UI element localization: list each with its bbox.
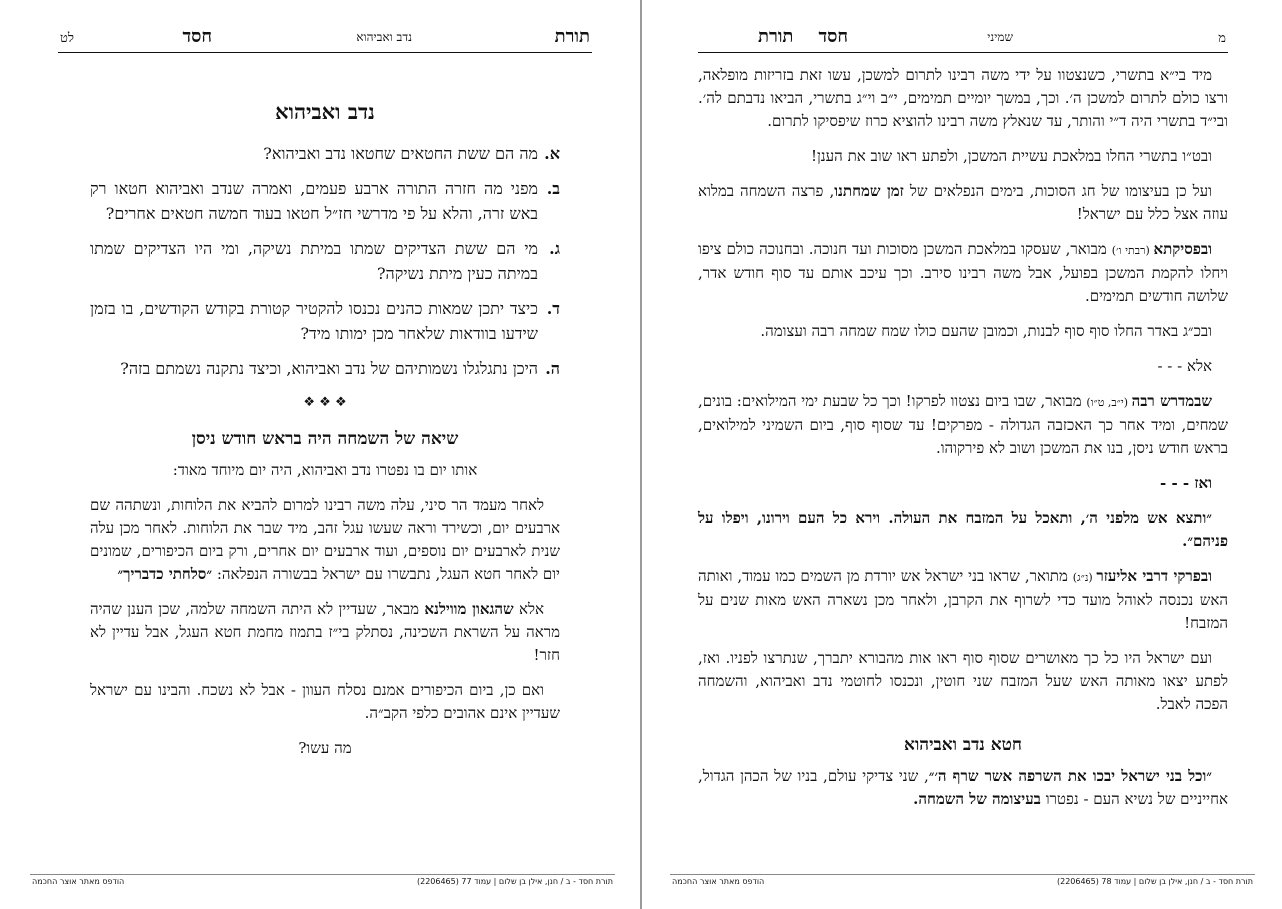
paragraph: ובט״ו בתשרי החלו במלאכת עשיית המשכן, ולפתע ראו שוב את הענן!: [810, 147, 1212, 165]
bold-phrase: זמן שמחתנו: [834, 182, 904, 200]
header-torah: תורת: [758, 26, 794, 47]
right-page-content: [698, 64, 1228, 823]
page-number: לט: [60, 31, 74, 46]
paragraph-text: מבאר, שעדיין לא היתה השמחה שלמה, שכן הענן שהיה מראה על השראת השכינה, נסתלק בי״ז בתמוז מחמת חטא העגל, אבל עדיין לא חזר!: [90, 600, 560, 664]
paragraph-intro: אותו יום בו נפטרו נדב ואביהוא, היה יום מיוחד מאוד:: [172, 461, 478, 479]
right-page: [642, 0, 1282, 909]
paragraph: מיד בי״א בתשרי, כשנצטוו על ידי משה רבינו לתרום למשכן, עשו זאת בזריזות מופלאה, ורצו כולם לתרום למשכן ה׳. וכך, במשך יומיים תמימים, י״ב וי״ג בתשרי, הביאו נדבתם לה׳. ובי״ד בתשרי היה ד״י והותר, עד שנאלץ משה רבינו להוציא כרוז שיפסיקו לתרום.: [698, 66, 1228, 130]
left-page-footer: [30, 874, 615, 889]
section-title: חטא נדב ואביהוא: [904, 735, 1022, 755]
bold-source: שהגאון מווילנא: [424, 600, 514, 618]
question-text: היכן נתגלגלו נשמותיהם של נדב ואביהוא, וכיצד נתקנה נשמתם בזה?: [120, 359, 538, 378]
footer-book-info: תורת חסד - ב / חנן, אילן בן שלום | עמוד 78 (2206465): [1056, 877, 1253, 886]
paragraph: [698, 180, 1228, 226]
closing-question: מה עשו?: [298, 739, 352, 757]
paragraph: [90, 598, 560, 667]
header-chesed: חסד: [818, 26, 848, 47]
footer-source: הודפס מאתר אוצר החכמה: [672, 877, 765, 886]
bold-phrase: ואז - - -: [1160, 474, 1212, 492]
section-divider: ❖ ❖ ❖: [303, 395, 347, 410]
paragraph: [698, 507, 1228, 553]
paragraph-text: לאחר מעמד הר סיני, עלה משה רבינו למרום להביא את הלוחות, ונשתהה שם ארבעים יום, וכשירד וראה שעשו עגל זהב, מיד שבר את הלוחות. לאחר מכן עלה שנית לארבעים יום נוספים, ועוד ארבעים יום אחרים, ורק ביום הכיפורים, שמונים יום לאחר חטא העגל, נתבשרו עם ישראל בבשורה הנפלאה:: [90, 496, 560, 583]
question-letter: ג.: [549, 239, 560, 258]
left-page-content: [90, 100, 560, 760]
bold-source: ובפרקי דרבי אליעזר: [1096, 567, 1212, 585]
paragraph: אלא - - -: [1157, 357, 1212, 375]
footer-source: הודפס מאתר אוצר החכמה: [32, 877, 125, 886]
paragraph-text: מתואר, שראו בני ישראל אש יורדת מן השמים כמו עמוד, ואותה האש נכנסה לאוהל מועד כדי לשרוף את הקרבן, ולאחר מכן נשארה האש מאות שנים על המזבח!: [698, 567, 1228, 632]
bold-phrase: בעיצומה של השמחה.: [913, 790, 1041, 808]
paragraph: [90, 494, 560, 586]
paragraph-text: , שני צדיקי עולם, בניו של הכהן הגדול, אחייניים של נשיא העם - נפטרו: [698, 767, 1228, 808]
question-item: [90, 141, 560, 166]
bold-quote: ״ותצא אש מלפני ה׳, ותאכל על המזבח את העולה. וירא כל העם וירונו, ויפלו על פניהם״.: [698, 509, 1228, 550]
paragraph-text: אלא: [513, 600, 544, 618]
question-text: כיצד יתכן שמאות כהנים נכנסו להקטיר קטורת בקודש הקודשים, בו בזמן שידעו בוודאות שלאחר מכן ימותו מיד?: [90, 299, 538, 343]
question-letter: ב.: [546, 179, 560, 198]
question-text: מפני מה חזרה התורה ארבע פעמים, ואמרה שנדב ואביהוא חטאו רק באש זרה, והלא על פי מדרשי חז״ל חטאו בעוד חמשה חטאים אחרים?: [90, 179, 539, 223]
question-item: [90, 236, 560, 286]
section-title: שיאה של השמחה היה בראש חודש ניסן: [191, 429, 459, 449]
paragraph: ובכ״ג באדר החלו סוף סוף לבנות, וכמובן שהעם כולו שמח שמחה רבה ועצומה.: [760, 322, 1212, 340]
header-parasha: נדב ואביהוא: [356, 30, 412, 44]
question-letter: ד.: [546, 299, 560, 318]
right-page-footer: [670, 874, 1255, 889]
bold-quote: ״וכל בני ישראל יבכו את השרפה אשר שרף ה׳״: [928, 767, 1212, 785]
footer-book-info: תורת חסד - ב / חנן, אילן בן שלום | עמוד 77 (2206465): [416, 877, 613, 886]
question-text: מי הם ששת הצדיקים שמתו במיתת נשיקה, ומי היו הצדיקים שמתו במיתה כעין מיתת נשיקה?: [90, 239, 538, 283]
right-page-header: [698, 24, 1228, 53]
source-ref: (רבתי ו׳): [1111, 244, 1154, 257]
chapter-title: נדב ואביהוא: [275, 99, 375, 124]
question-letter: ה.: [545, 359, 560, 378]
source-ref: (נ״ג): [1072, 571, 1097, 584]
paragraph: [698, 565, 1228, 635]
paragraph-text: ועל כן בעיצומו של חג הסוכות, בימים הנפלאים של: [903, 182, 1212, 200]
paragraph: [698, 390, 1228, 460]
question-item: [90, 356, 560, 381]
paragraph: [698, 472, 1228, 495]
bold-source: שבמדרש רבה: [1131, 392, 1213, 410]
header-parasha: שמיני: [987, 30, 1013, 44]
question-item: [90, 176, 560, 226]
bold-quote: ״סלחתי כדבריך״: [117, 565, 213, 583]
header-torah: תורת: [554, 26, 590, 47]
paragraph-text: , פרצה השמחה במלוא עוזה אצל כלל עם ישראל!: [698, 182, 1228, 223]
question-letter: א.: [544, 144, 560, 163]
paragraph: [698, 765, 1228, 811]
paragraph: ואם כן, ביום הכיפורים אמנם נסלח העוון - אבל לא נשכח. והבינו עם ישראל שעדיין אינם אהובים כלפי הקב״ה.: [90, 681, 560, 722]
paragraph-text: מבואר, שעסקו במלאכת המשכן מסוכות ועד חנוכה. ובחנוכה כולם ציפו ויחלו להקמת המשכן בפועל, אבל משה רבינו סירב. וכך עיכב אותם עד סוף חודש אדר, שלושה חודשים תמימים.: [698, 240, 1228, 305]
paragraph: [698, 238, 1228, 308]
left-page-header: [58, 24, 592, 53]
header-chesed: חסד: [182, 26, 212, 47]
question-item: [90, 296, 560, 346]
bold-source: ובפסיקתא: [1153, 240, 1212, 258]
paragraph-text: מבואר, שבו ביום נצטוו לפרקו! וכך כל שבעת ימי המילואים: בונים, שמחים, ומיד אחר כך האכזבה הגדולה - מפרקים! עד שסוף סוף, ביום השמיני למילואים, בראש חודש ניסן, בנו את המשכן ושוב לא פירקוהו.: [698, 392, 1228, 457]
question-text: מה הם ששת החטאים שחטאו נדב ואביהוא?: [263, 144, 538, 163]
page-number: מ: [1218, 31, 1226, 46]
question-list: [90, 141, 560, 381]
source-ref: (י״ב, ט״ו): [1086, 396, 1132, 409]
paragraph: ועם ישראל היו כל כך מאושרים שסוף סוף ראו אות מהבורא יתברך, שנתרצו לפניו. ואז, לפתע יצאו מאותה האש שעל המזבח שני חוטין, ונכנסו לחוטמי נדב ואביהוא, והשמחה הפכה לאבל.: [698, 649, 1228, 713]
